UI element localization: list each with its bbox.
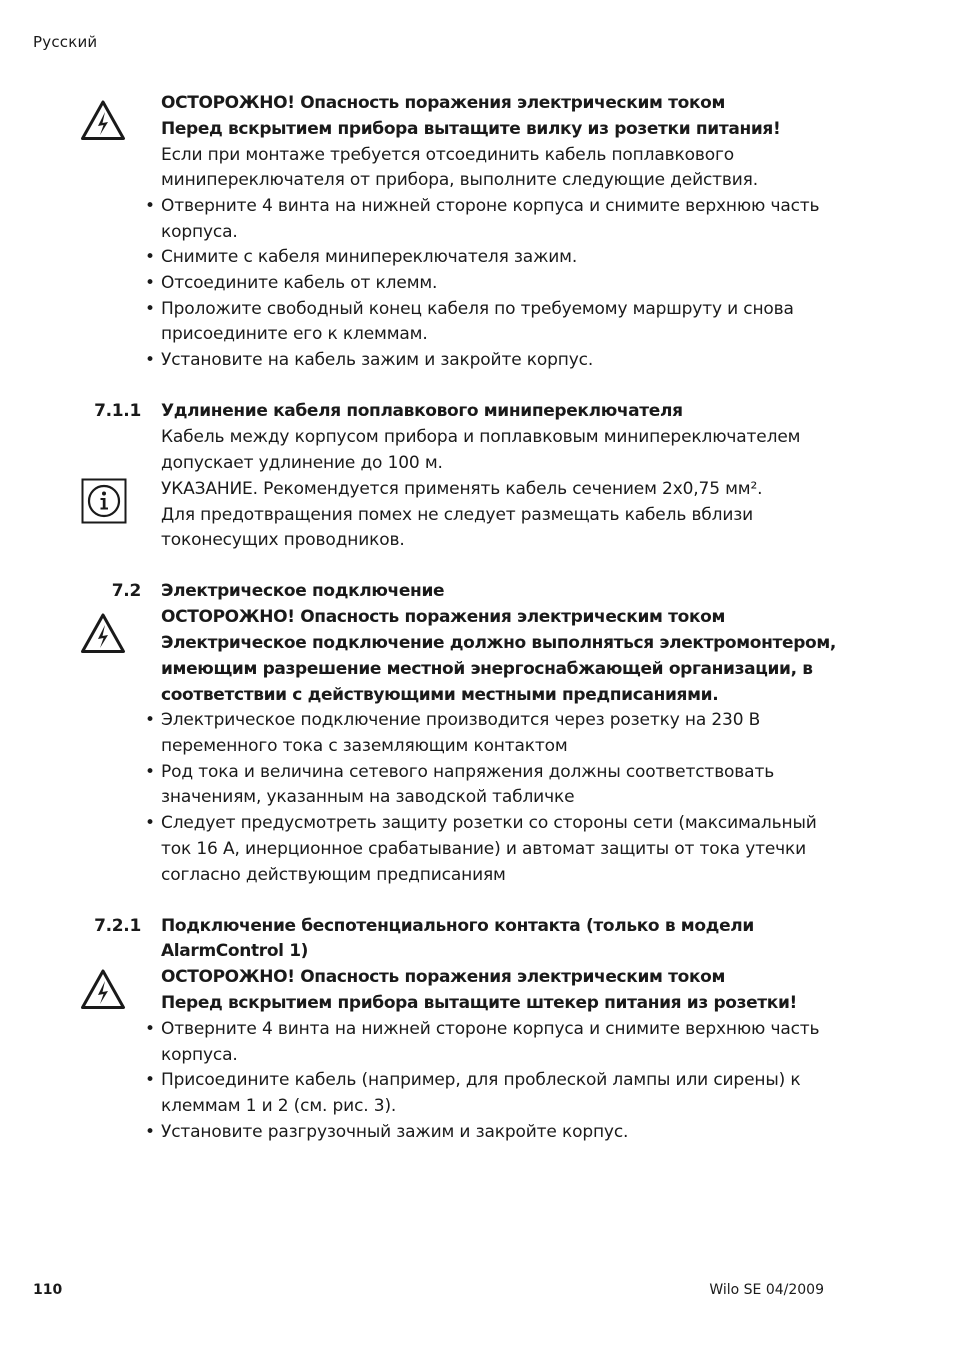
list-item-line: Отверните 4 винта на нижней стороне корпуса и снимите верхнюю часть (161, 1019, 820, 1039)
section-heading: Удлинение кабеля поплавкового минипереключателя (161, 401, 683, 421)
warning-subtitle: Перед вскрытием прибора вытащите штекер питания из розетки! (161, 993, 797, 1013)
warning-text-line: соответствии с действующими местными предписаниями. (161, 685, 719, 705)
list-item-line: переменного тока с заземляющим контактом (161, 736, 568, 756)
bullet-marker: • (145, 813, 156, 833)
bullet-marker: • (145, 196, 156, 216)
note-line: Для предотвращения помех не следует размещать кабель вблизи (161, 505, 754, 525)
bullet-marker: • (145, 762, 156, 782)
paragraph-line: Кабель между корпусом прибора и поплавковым минипереключателем (161, 427, 801, 447)
list-item-line: Отсоедините кабель от клемм. (161, 273, 438, 293)
page-language-header: Русский (33, 33, 98, 51)
paragraph-line: допускает удлинение до 100 м. (161, 453, 443, 473)
section-number: 7.2 (111, 581, 141, 601)
page-number: 110 (33, 1282, 63, 1298)
bullet-marker: • (145, 1019, 156, 1039)
warning-title: ОСТОРОЖНО! Опасность поражения электрическим током (161, 967, 726, 987)
list-item-line: корпуса. (161, 1045, 238, 1065)
warning-text-line: Электрическое подключение должно выполняться электромонтером, (161, 633, 837, 653)
section-heading: Электрическое подключение (161, 581, 445, 601)
list-item-line: Отверните 4 винта на нижней стороне корпуса и снимите верхнюю часть (161, 196, 820, 216)
bullet-marker: • (145, 350, 156, 370)
bullet-marker: • (145, 247, 156, 267)
bullet-marker: • (145, 1070, 156, 1090)
warning-text-line: имеющим разрешение местной энергоснабжающей организации, в (161, 659, 813, 679)
warning-title: ОСТОРОЖНО! Опасность поражения электрическим током (161, 93, 726, 113)
section-heading: Подключение беспотенциального контакта (только в модели (161, 916, 754, 936)
bullet-marker: • (145, 710, 156, 730)
list-item-line: Снимите с кабеля минипереключателя зажим. (161, 247, 578, 267)
bullet-marker: • (145, 299, 156, 319)
list-item-line: присоедините его к клеммам. (161, 324, 428, 344)
high-voltage-warning-icon (80, 612, 126, 654)
paragraph-line: Если при монтаже требуется отсоединить кабель поплавкового (161, 145, 735, 165)
note-line: токонесущих проводников. (161, 530, 405, 550)
section-number: 7.2.1 (94, 916, 141, 936)
paragraph-line: минипереключателя от прибора, выполните следующие действия. (161, 170, 759, 190)
list-item-line: Присоедините кабель (например, для проблеской лампы или сирены) к (161, 1070, 801, 1090)
note-line: УКАЗАНИЕ. Рекомендуется применять кабель сечением 2x0,75 мм². (161, 479, 763, 499)
list-item-line: корпуса. (161, 222, 238, 242)
list-item-line: значениям, указанным на заводской табличке (161, 787, 575, 807)
list-item-line: клеммам 1 и 2 (см. рис. 3). (161, 1096, 397, 1116)
bullet-marker: • (145, 1122, 156, 1142)
warning-title: ОСТОРОЖНО! Опасность поражения электрическим током (161, 607, 726, 627)
list-item-line: согласно действующим предписаниям (161, 865, 506, 885)
list-item-line: Установите разгрузочный зажим и закройте корпус. (161, 1122, 629, 1142)
section-heading: AlarmControl 1) (161, 941, 309, 961)
high-voltage-warning-icon (80, 99, 126, 141)
high-voltage-warning-icon (80, 968, 126, 1010)
section-number: 7.1.1 (94, 401, 141, 421)
footer-brand: Wilo SE 04/2009 (709, 1282, 824, 1298)
list-item-line: Проложите свободный конец кабеля по требуемому маршруту и снова (161, 299, 794, 319)
list-item-line: Следует предусмотреть защиту розетки со стороны сети (максимальный (161, 813, 817, 833)
list-item-line: Установите на кабель зажим и закройте корпус. (161, 350, 594, 370)
list-item-line: Род тока и величина сетевого напряжения должны соответствовать (161, 762, 775, 782)
list-item-line: Электрическое подключение производится через розетку на 230 В (161, 710, 761, 730)
list-item-line: ток 16 А, инерционное срабатывание) и автомат защиты от тока утечки (161, 839, 807, 859)
warning-subtitle: Перед вскрытием прибора вытащите вилку из розетки питания! (161, 119, 781, 139)
bullet-marker: • (145, 273, 156, 293)
info-icon (81, 478, 127, 524)
